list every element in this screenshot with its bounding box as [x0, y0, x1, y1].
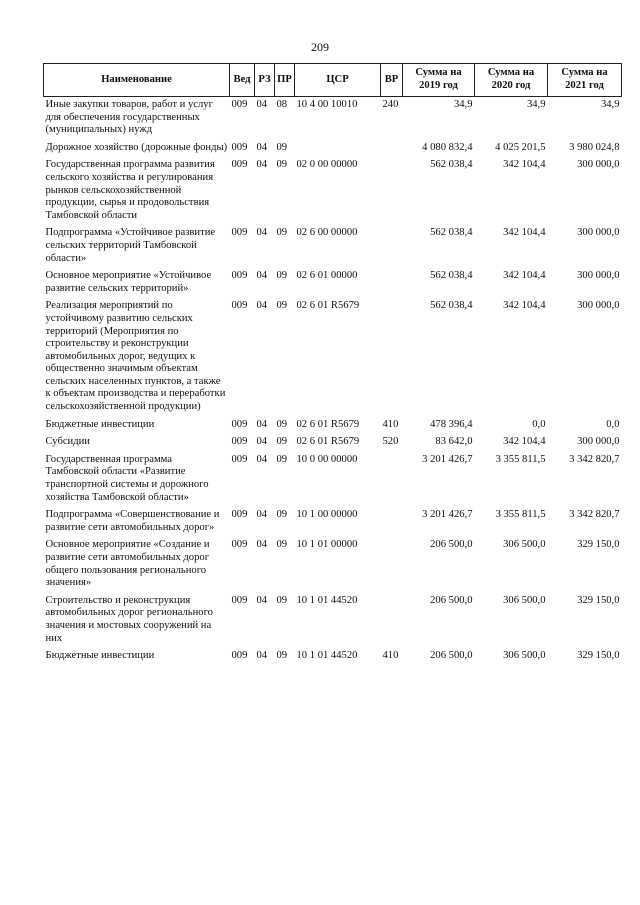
row-name: Реализация мероприятий по устойчивому развитию сельских территорий (Мероприятия по строительству и реконструкции автомобильных дорог, ведущих к общественно значимым объектам сельских населенных пунктов, а также к объектам производства и переработки сельскохозяйственной продукции)	[45, 300, 226, 413]
row-sum-2020: 306 500,0	[503, 650, 546, 662]
row-ved: 009	[231, 453, 248, 465]
row-vr	[381, 140, 403, 158]
header-name: Наименование	[44, 64, 230, 97]
row-name: Субсидии	[45, 436, 90, 448]
row-rz: 04	[256, 453, 268, 465]
row-rz: 04	[256, 436, 268, 448]
row-name: Бюджетные инвестиции	[45, 650, 155, 662]
row-sum-2020: 34,9	[526, 99, 546, 110]
table-row	[44, 268, 622, 298]
row-ved: 009	[231, 141, 248, 153]
row-rz: 04	[256, 227, 268, 239]
header-rz: РЗ	[255, 64, 275, 97]
row-name: Подпрограмма «Устойчивое развитие сельских территорий Тамбовской области»	[45, 227, 216, 264]
row-rz: 04	[256, 509, 268, 521]
row-sum-2019: 4 080 832,4	[422, 141, 473, 153]
row-csr: 02 6 01 R5679	[296, 418, 360, 430]
row-csr	[295, 140, 381, 158]
row-sum-2019: 562 038,4	[430, 270, 473, 282]
row-sum-2020: 342 104,4	[503, 227, 546, 239]
row-csr: 02 6 01 00000	[296, 270, 358, 282]
row-pr: 08	[276, 99, 288, 110]
row-name: Иные закупки товаров, работ и услуг для обеспечения государственных (муниципальных) нужд	[45, 99, 213, 136]
table-row	[44, 225, 622, 268]
table-row	[44, 140, 622, 158]
row-pr: 09	[276, 227, 288, 239]
row-rz: 04	[256, 270, 268, 282]
row-name: Бюджетные инвестиции	[45, 418, 155, 430]
table-row	[44, 537, 622, 592]
row-csr: 10 0 00 00000	[296, 453, 358, 465]
row-csr: 10 1 00 00000	[296, 509, 358, 521]
budget-table	[43, 63, 622, 666]
table-header-row	[44, 64, 622, 97]
row-sum-2021: 0,0	[606, 418, 620, 430]
row-name: Основное мероприятие «Устойчивое развитие сельских территорий»	[45, 270, 212, 294]
row-vr	[381, 268, 403, 298]
row-ved: 009	[231, 418, 248, 430]
row-vr	[381, 593, 403, 648]
row-sum-2021: 329 150,0	[577, 539, 620, 551]
row-pr: 09	[276, 141, 288, 153]
row-sum-2021: 3 342 820,7	[569, 509, 620, 521]
header-ved: Вед	[230, 64, 255, 97]
row-vr	[381, 225, 403, 268]
row-sum-2021: 300 000,0	[577, 227, 620, 239]
row-ved: 009	[231, 227, 248, 239]
row-csr: 02 0 00 00000	[296, 159, 358, 171]
row-vr	[381, 537, 403, 592]
row-name: Государственная программа Тамбовской области «Развитие транспортной системы и дорожного хозяйства Тамбовской области»	[45, 453, 209, 503]
row-sum-2021: 300 000,0	[577, 436, 620, 448]
row-name: Строительство и реконструкция автомобильных дорог регионального значения и мостовых сооружений на них	[45, 594, 213, 644]
row-sum-2019: 3 201 426,7	[422, 453, 473, 465]
row-ved: 009	[231, 270, 248, 282]
row-pr: 09	[276, 418, 288, 430]
row-sum-2021: 300 000,0	[577, 300, 620, 312]
row-pr: 09	[276, 159, 288, 171]
row-sum-2019: 562 038,4	[430, 227, 473, 239]
row-ved: 009	[231, 300, 248, 312]
row-csr: 10 1 01 00000	[296, 539, 358, 551]
table-row	[44, 417, 622, 435]
row-sum-2019: 206 500,0	[430, 539, 473, 551]
row-rz: 04	[256, 300, 268, 312]
row-sum-2020: 3 355 811,5	[495, 453, 546, 465]
row-sum-2021: 329 150,0	[577, 594, 620, 606]
row-rz: 04	[256, 650, 268, 662]
table-body	[44, 97, 622, 666]
row-sum-2019: 83 642,0	[435, 436, 473, 448]
row-sum-2021: 300 000,0	[577, 270, 620, 282]
row-sum-2020: 342 104,4	[503, 300, 546, 312]
row-csr: 10 4 00 10010	[296, 99, 358, 110]
row-pr: 09	[276, 300, 288, 312]
row-sum-2019: 478 396,4	[430, 418, 473, 430]
table-row	[44, 157, 622, 225]
row-sum-2019: 206 500,0	[430, 594, 473, 606]
row-sum-2020: 342 104,4	[503, 159, 546, 171]
table-row	[44, 298, 622, 416]
row-vr: 240	[382, 99, 399, 110]
row-sum-2020: 0,0	[532, 418, 546, 430]
row-sum-2021: 34,9	[600, 99, 620, 110]
row-ved: 009	[231, 650, 248, 662]
row-name: Государственная программа развития сельского хозяйства и регулирования рынков сельскохозяйственной продукции, сырья и продовольствия Тамбовской области	[45, 159, 215, 221]
row-rz: 04	[256, 418, 268, 430]
row-sum-2019: 562 038,4	[430, 159, 473, 171]
header-csr: ЦСР	[295, 64, 381, 97]
row-sum-2020: 306 500,0	[503, 539, 546, 551]
row-sum-2021: 329 150,0	[577, 650, 620, 662]
row-rz: 04	[256, 141, 268, 153]
table-row	[44, 434, 622, 452]
row-sum-2019: 206 500,0	[430, 650, 473, 662]
table-row	[44, 648, 622, 666]
row-pr: 09	[276, 436, 288, 448]
row-name: Подпрограмма «Совершенствование и развитие сети автомобильных дорог»	[45, 509, 220, 533]
row-vr: 520	[382, 436, 399, 448]
row-csr: 02 6 01 R5679	[296, 300, 360, 312]
row-sum-2019: 562 038,4	[430, 300, 473, 312]
row-pr: 09	[276, 509, 288, 521]
row-rz: 04	[256, 594, 268, 606]
row-ved: 009	[231, 159, 248, 171]
row-sum-2019: 34,9	[453, 99, 473, 110]
row-pr: 09	[276, 539, 288, 551]
row-vr	[381, 452, 403, 507]
table-row	[44, 593, 622, 648]
header-sum-2020: Сумма на 2020 год	[475, 64, 548, 97]
row-ved: 009	[231, 436, 248, 448]
row-rz: 04	[256, 99, 268, 110]
row-ved: 009	[231, 539, 248, 551]
row-csr: 02 6 00 00000	[296, 227, 358, 239]
row-sum-2019: 3 201 426,7	[422, 509, 473, 521]
row-csr: 10 1 01 44520	[296, 650, 358, 662]
row-sum-2020: 306 500,0	[503, 594, 546, 606]
row-sum-2020: 4 025 201,5	[495, 141, 546, 153]
row-sum-2020: 342 104,4	[503, 270, 546, 282]
row-vr	[381, 507, 403, 537]
row-ved: 009	[231, 509, 248, 521]
header-sum-2021: Сумма на 2021 год	[548, 64, 622, 97]
row-ved: 009	[231, 99, 248, 110]
row-vr	[381, 157, 403, 225]
row-name: Основное мероприятие «Создание и развитие сети автомобильных дорог общего пользования регионального значения»	[45, 539, 210, 589]
row-vr: 410	[382, 650, 399, 662]
row-pr: 09	[276, 270, 288, 282]
row-csr: 10 1 01 44520	[296, 594, 358, 606]
table-row	[44, 97, 622, 140]
row-ved: 009	[231, 594, 248, 606]
row-sum-2020: 3 355 811,5	[495, 509, 546, 521]
row-vr: 410	[382, 418, 399, 430]
row-pr: 09	[276, 650, 288, 662]
row-pr: 09	[276, 594, 288, 606]
header-vr: ВР	[381, 64, 403, 97]
row-name: Дорожное хозяйство (дорожные фонды)	[45, 141, 228, 153]
page-number: 209	[311, 40, 329, 54]
header-pr: ПР	[275, 64, 295, 97]
table-row	[44, 507, 622, 537]
header-sum-2019: Сумма на 2019 год	[403, 64, 475, 97]
row-sum-2021: 3 980 024,8	[569, 141, 620, 153]
row-sum-2020: 342 104,4	[503, 436, 546, 448]
row-rz: 04	[256, 539, 268, 551]
row-rz: 04	[256, 159, 268, 171]
row-pr: 09	[276, 453, 288, 465]
table-row	[44, 452, 622, 507]
row-vr	[381, 298, 403, 416]
row-sum-2021: 3 342 820,7	[569, 453, 620, 465]
row-sum-2021: 300 000,0	[577, 159, 620, 171]
row-csr: 02 6 01 R5679	[296, 436, 360, 448]
